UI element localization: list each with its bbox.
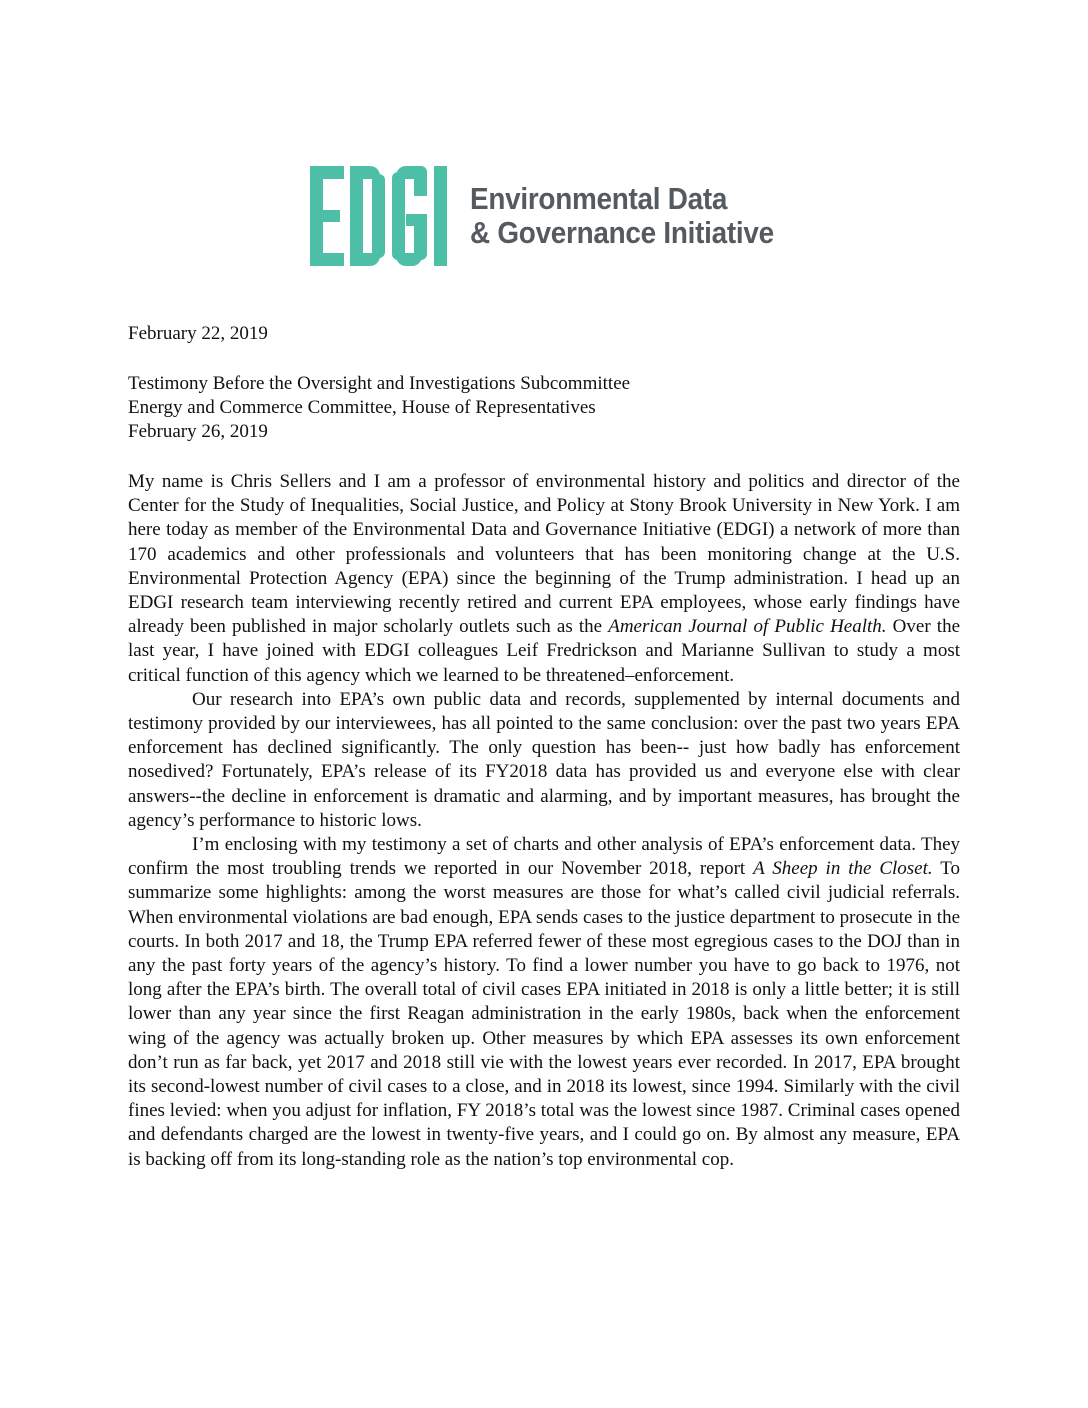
paragraph-3-text-b: To summarize some highlights: among the worst measures are those for what’s called civil judicial referrals. When environmental violations are bad enough, EPA sends cases to the justice department to prosecute in the courts. In both 2017 and 18, the Trump EPA referred fewer of these most egregious cases to the DOJ than in any the past forty years of the agency’s history. To find a lower number you have to go back to 1976, not long after the EPA’s birth. The overall total of civil cases EPA initiated in 2018 is only a little better; it is still lower than any year since the first Reagan administration in the early 1980s, back when the enforcement wing of the agency was actually broken up. Other measures by which EPA assesses its own enforcement don’t run as far back, yet 2017 and 2018 still vie with the lowest years ever recorded. In 2017, EPA brought its second-lowest number of civil cases to a close, and in 2018 its lowest, since 1994. Similarly with the civil fines levied: when you adjust for inflation, FY 2018’s total was the lowest since 1987. Criminal cases opened and defendants charged are the lowest in twenty-five years, and I could go on. By almost any measure, EPA is backing off from its long-standing role as the nation’s top environmental cop. xyxy=(128,858,960,1170)
logo-name-line1: Environmental Data xyxy=(470,181,728,216)
edgi-logo xyxy=(310,166,808,266)
paragraph-3 xyxy=(128,833,960,1172)
letter-date: February 22, 2019 xyxy=(128,323,268,344)
logo-name-line2: & Governance Initiative xyxy=(470,215,774,250)
report-title: A Sheep in the Closet. xyxy=(753,858,933,880)
paragraph-1 xyxy=(128,470,960,688)
header-line-2: Energy and Commerce Committee, House of Representatives xyxy=(128,397,596,419)
journal-title: American Journal of Public Health. xyxy=(608,616,887,638)
paragraph-2: Our research into EPA’s own public data and records, supplemented by internal documents and testimony provided by our interviewees, has all pointed to the same conclusion: over the past two years EPA enforcement has declined significantly. The only question has been-- just how badly has enforcement nosedived? Fortunately, EPA’s release of its FY2018 data has provided us and everyone else with clear answers--the decline in enforcement is dramatic and alarming, and by important measures, has brought the agency’s performance to historic lows. xyxy=(128,688,960,831)
testimony-header xyxy=(128,372,960,445)
paragraph-1-text-b: Over the last year, I have joined with EDGI colleagues Leif Fredrickson and Marianne Sullivan to study a most critical function of this agency which we learned to be threatened–enforcement. xyxy=(128,616,960,686)
edgi-logo-mark xyxy=(310,166,460,266)
header-line-1: Testimony Before the Oversight and Investigations Subcommittee xyxy=(128,373,631,394)
testimony-body xyxy=(128,470,960,1172)
header-line-3: February 26, 2019 xyxy=(128,421,268,443)
edgi-logo-wordmark xyxy=(470,182,774,250)
paragraph-3-text-a: I’m enclosing with my testimony a set of charts and other analysis of EPA’s enforcement data. They confirm the most troubling trends we reported in our November 2018, report xyxy=(128,834,960,880)
paragraph-1-text-a: My name is Chris Sellers and I am a professor of environmental history and politics and director of the Center for the Study of Inequalities, Social Justice, and Policy at Stony Brook University in New York. I am here today as member of the Environmental Data and Governance Initiative (EDGI) a network of more than 170 academics and other professionals and volunteers that has been monitoring change at the U.S. Environmental Protection Agency (EPA) since the beginning of the Trump administration. I head up an EDGI research team interviewing recently retired and current EPA employees, whose early findings have already been published in major scholarly outlets such as the xyxy=(128,471,960,638)
